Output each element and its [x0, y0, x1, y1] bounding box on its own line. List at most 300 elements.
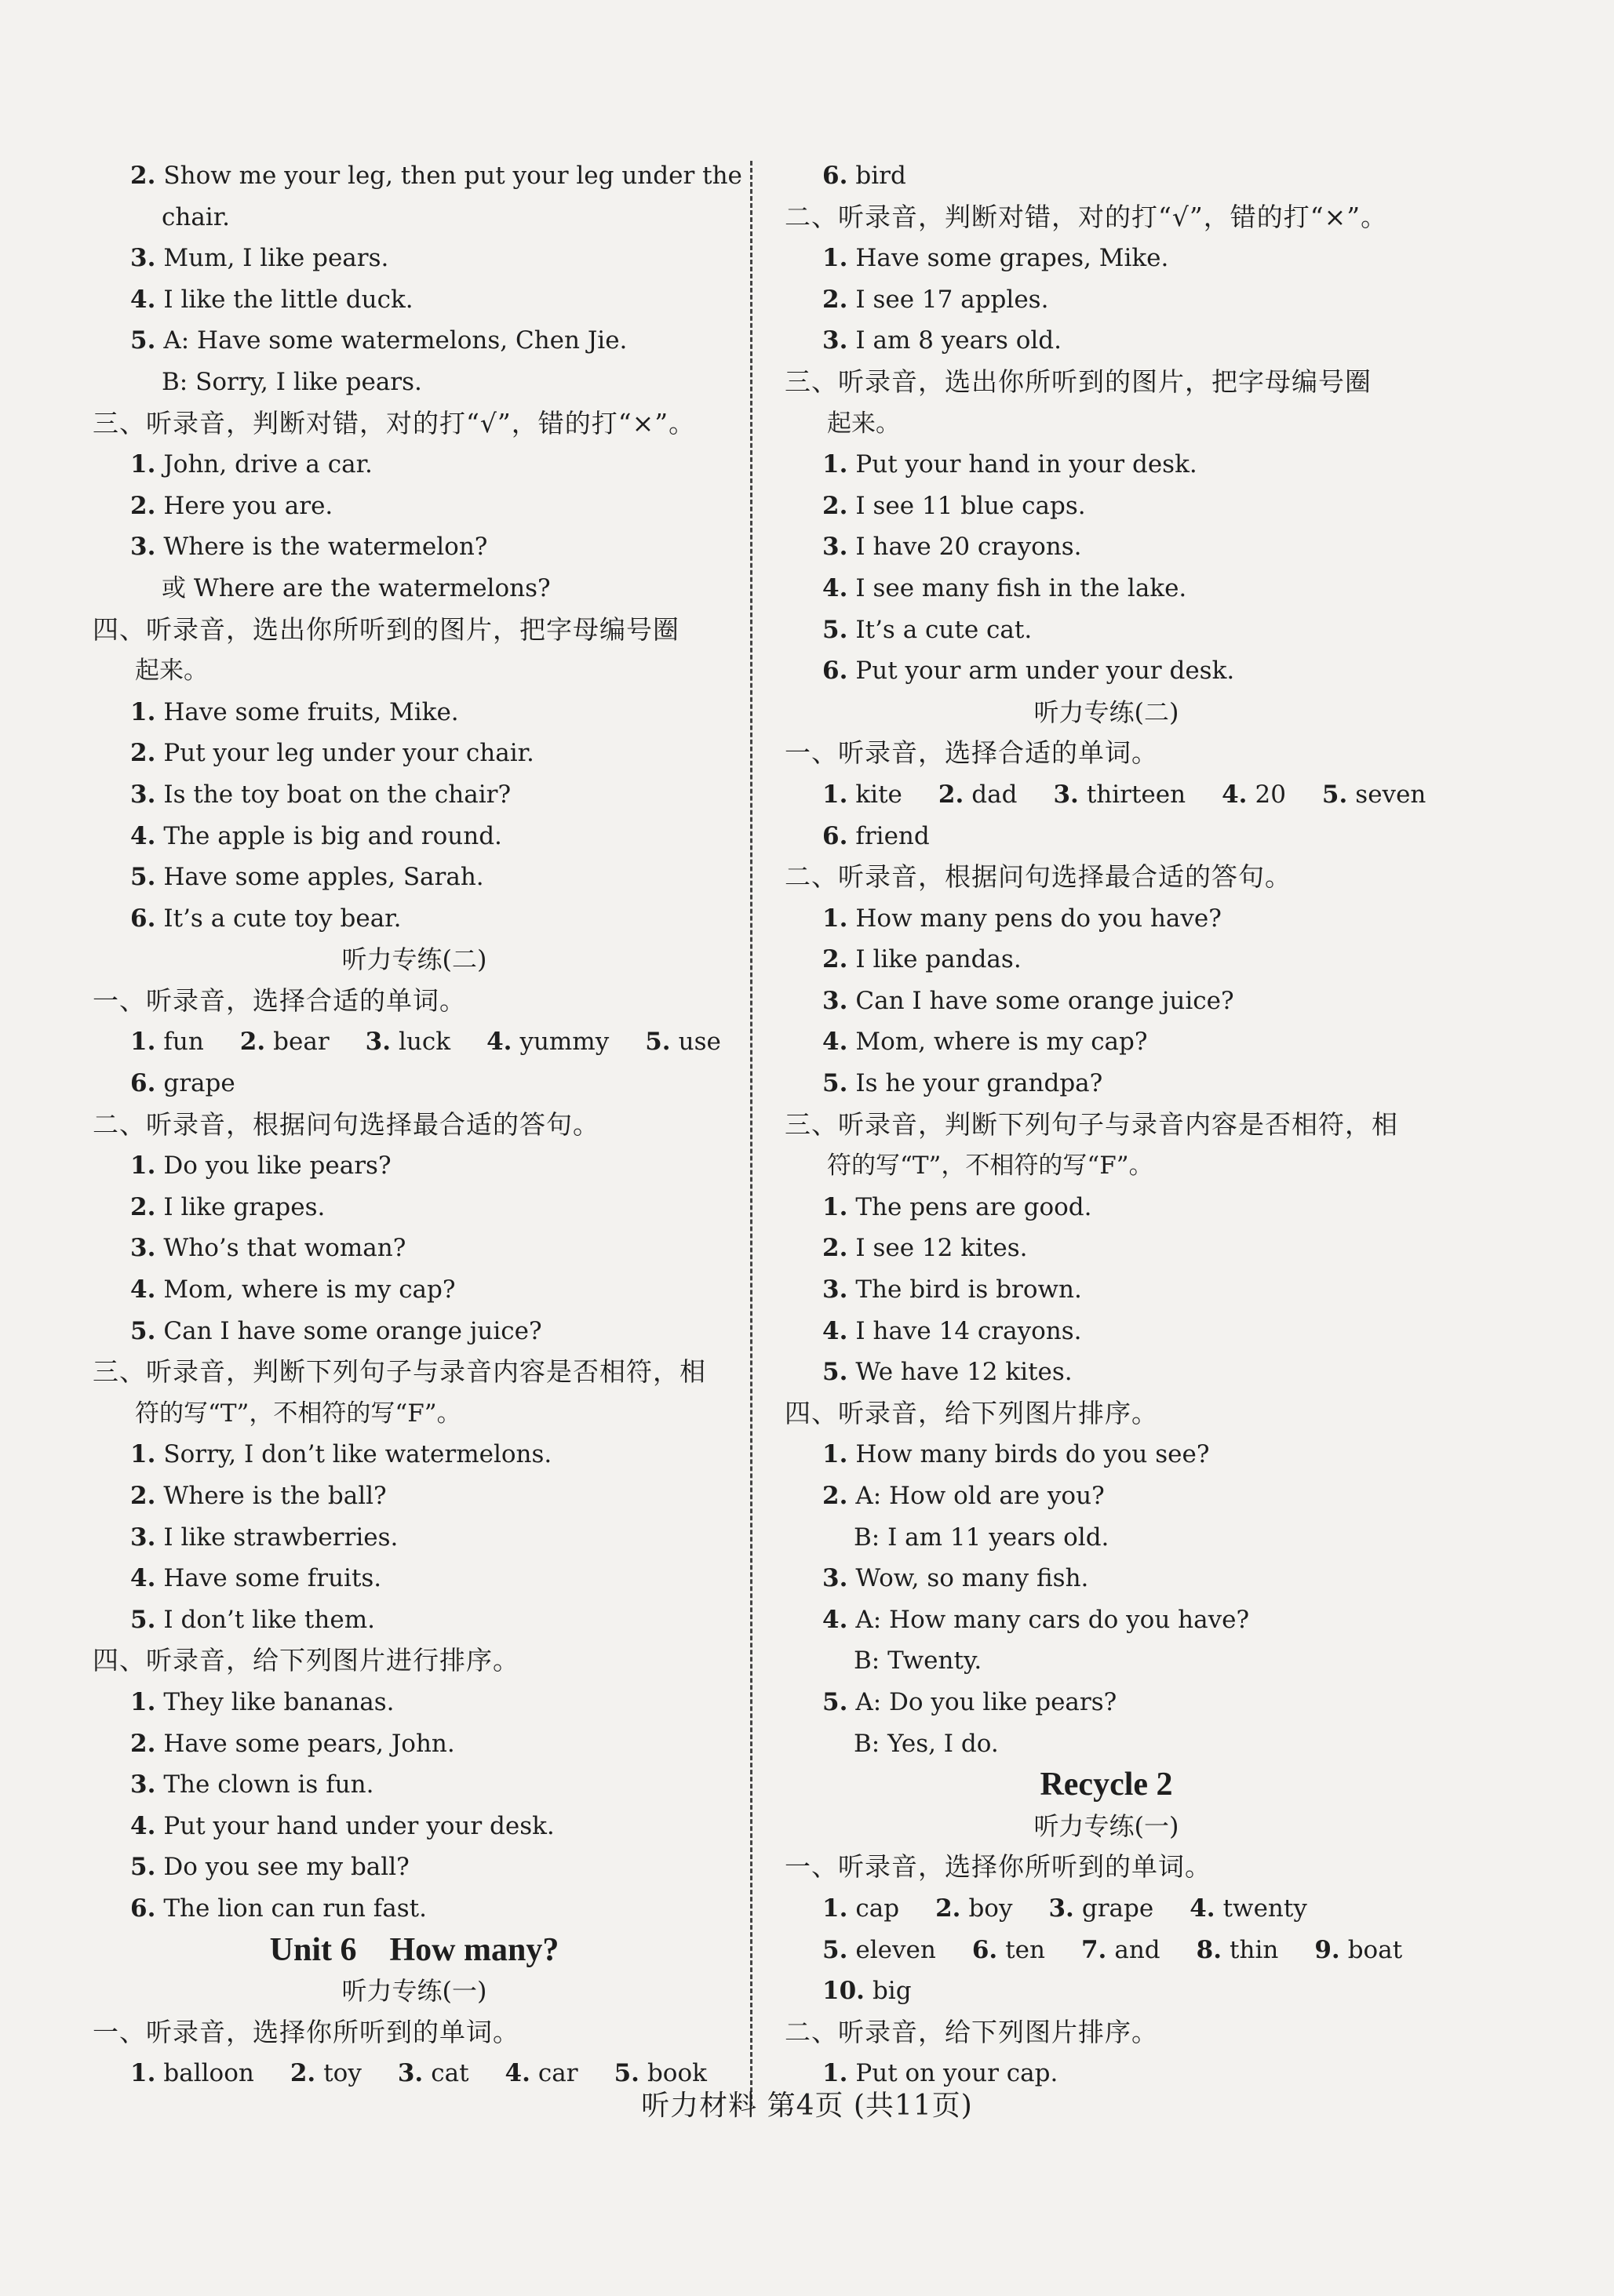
item-number: 5.	[130, 326, 156, 355]
item-number: 4.	[130, 1564, 156, 1593]
line-text: Do you like pears?	[163, 1152, 392, 1181]
line-text: Recycle 2	[1040, 1767, 1173, 1803]
transcript-item	[93, 1888, 736, 1930]
line-text: The apple is big and round.	[163, 821, 502, 850]
item-number: 2.	[822, 491, 848, 520]
transcript-item	[785, 1558, 1428, 1599]
line-text: Is he your grandpa?	[855, 1069, 1103, 1098]
item-number: 6.	[130, 1894, 156, 1923]
item-number: 1.	[822, 450, 848, 479]
line-text: A: Have some watermelons, Chen Jie.	[163, 326, 628, 355]
transcript-item	[785, 486, 1428, 527]
item-number: 1.	[822, 1894, 848, 1923]
word-text: fun	[163, 1028, 204, 1057]
transcript-item	[93, 1063, 736, 1104]
word-text: and	[1114, 1935, 1160, 1964]
transcript-item	[785, 609, 1428, 651]
item-number: 6.	[130, 904, 156, 933]
item-number: 3.	[130, 244, 156, 273]
item-number: 2.	[130, 1482, 156, 1510]
line-text: John, drive a car.	[163, 450, 373, 479]
word-option	[645, 1021, 721, 1063]
transcript-item	[785, 279, 1428, 321]
section-heading	[785, 362, 1428, 403]
transcript-item	[93, 155, 742, 197]
line-text: I am 8 years old.	[855, 326, 1062, 355]
item-number: 1.	[822, 780, 848, 809]
item-number: 3.	[130, 533, 156, 562]
item-number: 2.	[130, 162, 156, 190]
item-number: 2.	[239, 1028, 266, 1057]
word-text: kite	[855, 780, 902, 809]
item-number: 7.	[1080, 1935, 1107, 1964]
item-number: 2.	[935, 1894, 961, 1923]
transcript-item	[93, 1187, 736, 1228]
word-option	[1197, 1930, 1279, 1971]
item-number: 2.	[822, 945, 848, 974]
transcript-item	[785, 1475, 1428, 1517]
line-text: Can I have some orange juice?	[855, 986, 1234, 1015]
line-text: A: Do you like pears?	[855, 1687, 1117, 1716]
transcript-item	[93, 1558, 736, 1599]
word-text: cat	[431, 2059, 469, 2088]
item-number: 4.	[822, 573, 848, 602]
section-heading	[93, 403, 736, 445]
item-number: 1.	[822, 2059, 848, 2088]
word-option	[822, 774, 902, 816]
item-number: 4.	[130, 1275, 156, 1304]
transcript-item	[93, 1475, 736, 1517]
line-text: Put your hand under your desk.	[163, 1811, 555, 1840]
line-text: 或 Where are the watermelons?	[162, 573, 551, 602]
transcript-item	[785, 1434, 1428, 1475]
transcript-continuation	[93, 362, 736, 403]
transcript-item	[785, 238, 1428, 279]
transcript-item	[93, 774, 736, 816]
transcript-item	[785, 568, 1428, 609]
item-number: 5.	[614, 2059, 639, 2088]
line-text: A: How many cars do you have?	[855, 1605, 1250, 1634]
item-number: 4.	[130, 1811, 156, 1840]
word-text: book	[647, 2059, 707, 2088]
item-number: 5.	[822, 1935, 848, 1964]
line-text: Where is the ball?	[163, 1482, 387, 1510]
line-text: Can I have some orange juice?	[163, 1316, 542, 1345]
word-text: thirteen	[1086, 780, 1186, 809]
word-option	[1322, 774, 1426, 816]
transcript-item	[785, 1021, 1428, 1063]
line-text: Unit 6 How many?	[269, 1931, 559, 1968]
item-number: 2.	[130, 739, 156, 768]
item-number: 2.	[290, 2059, 316, 2088]
line-text: I have 14 crayons.	[855, 1316, 1082, 1345]
transcript-item	[785, 650, 1428, 692]
unit-title	[93, 1930, 736, 1971]
transcript-item	[785, 1599, 1428, 1641]
item-number: 5.	[822, 1687, 848, 1716]
transcript-continuation	[785, 1517, 1428, 1559]
section-heading	[93, 981, 736, 1022]
word-text: dad	[971, 780, 1018, 809]
line-text: chair.	[162, 202, 230, 231]
line-text: The bird is brown.	[855, 1275, 1082, 1304]
section-heading	[93, 609, 736, 651]
column-divider	[750, 161, 752, 2106]
word-option	[1314, 1930, 1402, 1971]
transcript-item	[93, 1847, 736, 1888]
line-text: Have some apples, Sarah.	[163, 863, 484, 892]
line-text: 一、听录音，选择你所听到的单词。	[785, 1851, 1211, 1883]
line-text: They like bananas.	[163, 1687, 395, 1716]
item-number: 3.	[1048, 1894, 1074, 1923]
section-heading	[93, 1640, 736, 1682]
transcript-item	[93, 816, 736, 857]
item-number: 10.	[822, 1977, 865, 2006]
transcript-item	[93, 1599, 736, 1641]
transcript-item	[785, 1352, 1428, 1393]
word-option	[938, 774, 1018, 816]
transcript-item	[785, 1228, 1428, 1269]
section-heading	[785, 1847, 1428, 1888]
item-number: 3.	[130, 1770, 156, 1799]
item-number: 5.	[822, 1069, 848, 1098]
item-number: 3.	[365, 1028, 392, 1057]
transcript-item	[785, 526, 1428, 568]
word-option	[935, 1888, 1012, 1930]
line-text: A: How old are you?	[855, 1482, 1105, 1510]
word-option	[972, 1930, 1045, 1971]
line-text: 二、听录音，根据问句选择最合适的答句。	[93, 1108, 599, 1140]
line-text: Mum, I like pears.	[163, 244, 389, 273]
item-number: 1.	[130, 450, 156, 479]
transcript-item	[93, 1145, 736, 1187]
word-text: boy	[968, 1894, 1013, 1923]
transcript-item	[785, 1269, 1428, 1311]
transcript-continuation	[785, 1723, 1428, 1765]
line-text: Put your arm under your desk.	[855, 657, 1235, 686]
transcript-item	[93, 1269, 736, 1311]
line-text: How many birds do you see?	[855, 1440, 1210, 1469]
line-text: 二、听录音，给下列图片排序。	[785, 2016, 1158, 2047]
line-text: Put on your cap.	[855, 2059, 1058, 2088]
item-number: 1.	[130, 1152, 156, 1181]
line-text: B: Sorry, I like pears.	[162, 367, 422, 396]
line-text: Where is the watermelon?	[163, 533, 488, 562]
item-number: 5.	[822, 1358, 848, 1387]
item-number: 1.	[822, 1192, 848, 1221]
subsection-title	[785, 1806, 1428, 1847]
transcript-item	[785, 1187, 1428, 1228]
item-number: 5.	[130, 863, 156, 892]
section-heading	[785, 733, 1428, 774]
line-text: 一、听录音，选择合适的单词。	[93, 984, 466, 1016]
line-text: big	[872, 1977, 912, 2006]
transcript-item	[93, 238, 736, 279]
section-heading	[93, 2012, 736, 2054]
word-text: twenty	[1222, 1894, 1307, 1923]
item-number: 4.	[822, 1028, 848, 1057]
item-number: 3.	[397, 2059, 424, 2088]
word-option	[822, 1930, 936, 1971]
word-text: use	[678, 1028, 721, 1057]
transcript-item	[93, 1311, 736, 1352]
word-option	[486, 1021, 609, 1063]
item-number: 8.	[1196, 1935, 1222, 1964]
transcript-item	[93, 279, 736, 321]
transcript-item	[93, 1517, 736, 1559]
section-heading-continuation	[785, 1145, 1428, 1187]
line-text: I like strawberries.	[163, 1523, 399, 1552]
word-option	[130, 1021, 204, 1063]
line-text: 四、听录音，给下列图片排序。	[785, 1397, 1158, 1428]
transcript-item	[785, 939, 1428, 981]
word-option	[1222, 774, 1286, 816]
item-number: 1.	[130, 1440, 156, 1469]
word-option-row	[785, 1888, 1428, 1930]
line-text: The lion can run fast.	[163, 1894, 427, 1923]
word-option	[1190, 1888, 1307, 1930]
subsection-title	[785, 692, 1428, 733]
item-number: 3.	[1053, 780, 1079, 809]
item-number: 4.	[1222, 780, 1248, 809]
transcript-item	[93, 692, 736, 733]
section-heading-continuation	[785, 403, 1428, 445]
unit-title	[785, 1764, 1428, 1806]
line-text: Put your leg under your chair.	[163, 739, 534, 768]
line-text: 三、听录音，判断下列句子与录音内容是否相符，相	[93, 1356, 706, 1388]
word-text: grape	[1081, 1894, 1154, 1923]
item-number: 4.	[130, 821, 156, 850]
word-text: eleven	[855, 1935, 936, 1964]
item-number: 6.	[130, 1069, 156, 1098]
transcript-continuation	[785, 1640, 1428, 1682]
transcript-item	[93, 1723, 736, 1765]
item-number: 3.	[822, 326, 848, 355]
line-text: 三、听录音，选出你所听到的图片，把字母编号圈	[785, 366, 1372, 397]
line-text: 听力专练(二)	[1033, 697, 1179, 727]
item-number: 5.	[645, 1028, 671, 1057]
line-text: I don’t like them.	[163, 1605, 375, 1634]
line-text: 四、听录音，选出你所听到的图片，把字母编号圈	[93, 613, 679, 645]
word-option-row	[93, 1021, 736, 1063]
item-number: 2.	[822, 1234, 848, 1263]
word-option	[1048, 1888, 1153, 1930]
line-text: How many pens do you have?	[855, 904, 1222, 933]
section-heading	[785, 1104, 1428, 1146]
transcript-item	[785, 1682, 1428, 1723]
item-number: 3.	[822, 1564, 848, 1593]
item-number: 4.	[486, 1028, 512, 1057]
word-text: balloon	[163, 2059, 254, 2088]
word-text: 20	[1255, 780, 1286, 809]
item-number: 3.	[822, 533, 848, 562]
line-text: Mom, where is my cap?	[855, 1028, 1148, 1057]
section-heading-continuation	[93, 650, 736, 692]
word-text: car	[537, 2059, 578, 2088]
line-text: Wow, so many fish.	[855, 1564, 1089, 1593]
transcript-item	[785, 898, 1428, 940]
line-text: 一、听录音，选择你所听到的单词。	[93, 2016, 519, 2047]
item-number: 3.	[130, 1234, 156, 1263]
item-number: 5.	[822, 615, 848, 644]
item-number: 2.	[938, 780, 964, 809]
line-text: Sorry, I don’t like watermelons.	[163, 1440, 552, 1469]
item-number: 5.	[130, 1316, 156, 1345]
item-number: 2.	[822, 285, 848, 314]
item-number: 6.	[822, 821, 848, 850]
item-number: 5.	[130, 1853, 156, 1882]
line-text: 听力专练(二)	[341, 944, 487, 975]
transcript-item	[785, 1311, 1428, 1352]
transcript-item	[93, 526, 736, 568]
transcript-item	[93, 486, 736, 527]
line-text: Who’s that woman?	[163, 1234, 406, 1263]
line-text: Do you see my ball?	[163, 1853, 410, 1882]
line-text: 起来。	[135, 657, 208, 686]
line-text: 听力专练(一)	[341, 1976, 487, 2007]
line-text: It’s a cute toy bear.	[163, 904, 402, 933]
word-option	[822, 1888, 899, 1930]
line-text: grape	[163, 1069, 235, 1098]
word-option	[366, 1021, 450, 1063]
item-number: 1.	[822, 1440, 848, 1469]
left-column	[93, 155, 742, 2094]
line-text: B: Yes, I do.	[854, 1729, 999, 1758]
line-text: 四、听录音，给下列图片进行排序。	[93, 1645, 519, 1676]
line-text: I see 11 blue caps.	[855, 491, 1086, 520]
section-heading	[785, 857, 1428, 898]
transcript-item	[785, 981, 1428, 1022]
transcript-item	[93, 320, 736, 362]
subsection-title	[93, 939, 736, 981]
section-heading	[785, 2012, 1428, 2054]
transcript-item	[93, 857, 736, 898]
transcript-item	[93, 1764, 736, 1806]
line-text: I like pandas.	[855, 945, 1022, 974]
line-text: I see 17 apples.	[855, 285, 1049, 314]
line-text: Have some fruits, Mike.	[163, 697, 459, 726]
transcript-item	[785, 320, 1428, 362]
item-number: 2.	[822, 1482, 848, 1510]
line-text: I like the little duck.	[163, 285, 414, 314]
item-number: 3.	[130, 780, 156, 809]
line-text: 符的写“T”，不相符的写“F”。	[135, 1399, 461, 1428]
line-text: 二、听录音，根据问句选择最合适的答句。	[785, 861, 1292, 893]
transcript-item	[93, 733, 736, 774]
line-text: 三、听录音，判断下列句子与录音内容是否相符，相	[785, 1108, 1398, 1140]
section-heading	[785, 197, 1428, 238]
line-text: We have 12 kites.	[855, 1358, 1073, 1387]
item-number: 1.	[130, 1028, 156, 1057]
item-number: 1.	[130, 1687, 156, 1716]
item-number: 1.	[822, 904, 848, 933]
word-option	[240, 1021, 330, 1063]
item-number: 4.	[130, 285, 156, 314]
transcript-item	[93, 1228, 736, 1269]
word-text: yummy	[519, 1028, 610, 1057]
transcript-continuation	[93, 197, 736, 238]
item-number: 2.	[130, 1192, 156, 1221]
line-text: I see 12 kites.	[855, 1234, 1028, 1263]
item-number: 4.	[822, 1316, 848, 1345]
line-text: Have some grapes, Mike.	[855, 244, 1169, 273]
item-number: 4.	[1190, 1894, 1215, 1923]
line-text: It’s a cute cat.	[855, 615, 1033, 644]
section-heading	[93, 1352, 736, 1393]
item-number: 1.	[130, 697, 156, 726]
word-text: thin	[1230, 1935, 1279, 1964]
word-text: seven	[1355, 780, 1426, 809]
right-column	[785, 155, 1428, 2094]
line-text: friend	[855, 821, 930, 850]
transcript-item	[93, 1434, 736, 1475]
item-number: 5.	[1321, 780, 1348, 809]
item-number: 5.	[130, 1605, 156, 1634]
word-text: toy	[323, 2059, 362, 2088]
transcript-item	[93, 1806, 736, 1847]
item-number: 3.	[130, 1523, 156, 1552]
item-number: 3.	[822, 986, 848, 1015]
word-option	[1053, 774, 1186, 816]
line-text: 听力专练(一)	[1033, 1810, 1179, 1841]
line-text: Is the toy boat on the chair?	[163, 780, 512, 809]
item-number: 6.	[822, 657, 848, 686]
transcript-item	[785, 1970, 1428, 2012]
word-option-row	[785, 1930, 1428, 1971]
transcript-item	[93, 898, 736, 940]
item-number: 9.	[1314, 1935, 1340, 1964]
line-text: Have some fruits.	[163, 1564, 382, 1593]
item-number: 6.	[822, 162, 848, 190]
line-text: B: Twenty.	[854, 1646, 982, 1676]
item-number: 4.	[822, 1605, 848, 1634]
line-text: Have some pears, John.	[163, 1729, 455, 1758]
transcript-continuation	[93, 568, 736, 609]
line-text: Mom, where is my cap?	[163, 1275, 456, 1304]
line-text: 二、听录音，判断对错，对的打“√”，错的打“×”。	[785, 201, 1388, 232]
page-footer: 听力材料 第4页 (共11页)	[641, 2090, 973, 2122]
section-heading	[785, 1393, 1428, 1435]
subsection-title	[93, 1970, 736, 2012]
line-text: I see many fish in the lake.	[855, 573, 1187, 602]
line-text: The pens are good.	[855, 1192, 1092, 1221]
word-text: cap	[855, 1894, 900, 1923]
line-text: The clown is fun.	[163, 1770, 374, 1799]
word-text: boat	[1347, 1935, 1403, 1964]
section-heading	[93, 1104, 736, 1146]
transcript-item	[93, 444, 736, 486]
transcript-item	[785, 444, 1428, 486]
word-option	[1081, 1930, 1160, 1971]
item-number: 2.	[130, 1729, 156, 1758]
word-option-row	[785, 774, 1428, 816]
line-text: B: I am 11 years old.	[854, 1523, 1109, 1552]
line-text: bird	[855, 162, 906, 190]
line-text: 起来。	[827, 409, 900, 438]
item-number: 4.	[505, 2059, 530, 2088]
item-number: 1.	[822, 244, 848, 273]
item-number: 2.	[130, 491, 156, 520]
line-text: Put your hand in your desk.	[855, 450, 1197, 479]
line-text: 一、听录音，选择合适的单词。	[785, 737, 1158, 769]
item-number: 6.	[971, 1935, 998, 1964]
word-text: luck	[399, 1028, 451, 1057]
line-text: Show me your leg, then put your leg under the	[163, 162, 742, 190]
item-number: 1.	[130, 2059, 156, 2088]
item-number: 3.	[822, 1275, 848, 1304]
word-text: ten	[1005, 1935, 1045, 1964]
line-text: 三、听录音，判断对错，对的打“√”，错的打“×”。	[93, 407, 696, 438]
